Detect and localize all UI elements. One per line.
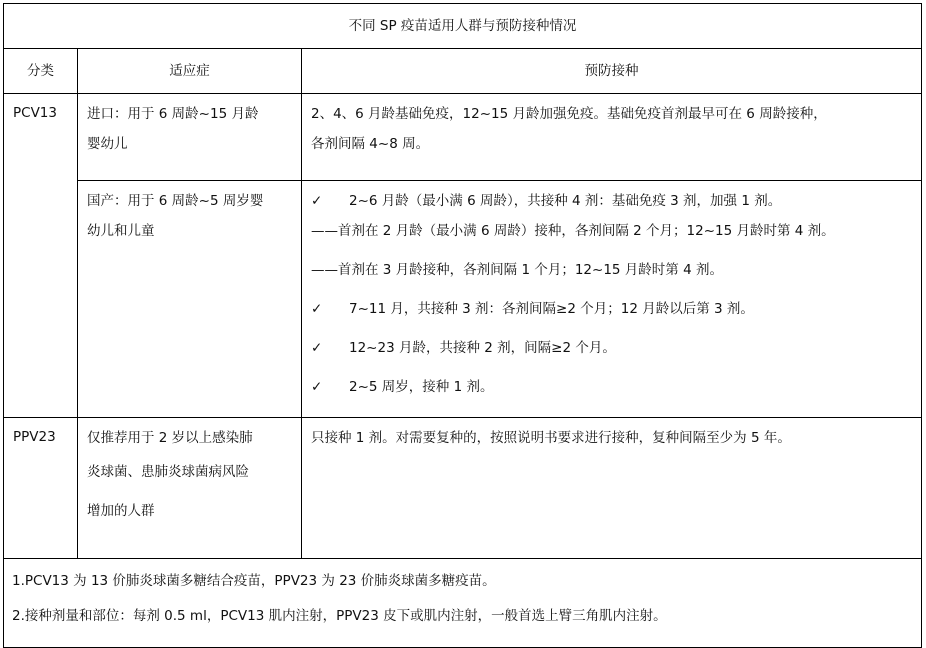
vaccine-table <box>3 3 922 648</box>
footnote: 1.PCV13 为 13 价肺炎球菌多糖结合疫苗，PPV23 为 23 价肺炎球菌多糖疫苗。 <box>12 573 496 589</box>
indication-line: 幼儿和儿童 <box>87 223 155 239</box>
header-indication: 适应症 <box>78 49 302 94</box>
category-pcv13: PCV13 <box>4 94 78 418</box>
vaccination-line: ——首剂在 2 月龄（最小满 6 周龄）接种，各剂间隔 2 个月；12~15 月龄时第 4 剂。 <box>311 223 835 239</box>
checkmark-icon: ✓ <box>311 379 323 395</box>
vaccination-line <box>311 298 921 337</box>
vaccination-line <box>311 181 921 220</box>
vaccination-line: 2、4、6 月龄基础免疫，12~15 月龄加强免疫。基础免疫首剂最早可在 6 周龄接种， <box>311 106 827 122</box>
indication-pcv13-domestic <box>78 181 302 418</box>
checkmark-icon: ✓ <box>311 193 323 209</box>
header-vaccination: 预防接种 <box>302 49 922 94</box>
category-ppv23: PPV23 <box>4 418 78 559</box>
header-category: 分类 <box>4 49 78 94</box>
vaccination-line: ——首剂在 3 月龄接种，各剂间隔 1 个月；12~15 月龄时第 4 剂。 <box>311 262 723 278</box>
checkmark-icon: ✓ <box>311 340 323 356</box>
footnote: 2.接种剂量和部位：每剂 0.5 ml，PCV13 肌内注射，PPV23 皮下或肌内注射，一般首选上臂三角肌内注射。 <box>12 608 667 624</box>
vaccination-line <box>311 376 921 415</box>
vaccination-text: 7~11 月，共接种 3 剂：各剂间隔≥2 个月；12 月龄以后第 3 剂。 <box>349 301 754 317</box>
vaccination-line: 只接种 1 剂。对需要复种的，按照说明书要求进行接种，复种间隔至少为 5 年。 <box>311 430 791 446</box>
indication-line: 国产：用于 6 周龄~5 周岁婴 <box>87 193 264 209</box>
indication-line: 炎球菌、患肺炎球菌病风险 <box>87 464 249 480</box>
indication-line: 进口：用于 6 周龄~15 月龄 <box>87 106 259 122</box>
vaccination-pcv13-imported <box>302 94 922 181</box>
table-title: 不同 SP 疫苗适用人群与预防接种情况 <box>4 4 922 49</box>
vaccination-text: 2~6 月龄（最小满 6 周龄），共接种 4 剂：基础免疫 3 剂，加强 1 剂。 <box>349 193 782 209</box>
indication-line: 仅推荐用于 2 岁以上感染肺 <box>87 430 253 446</box>
footnotes <box>4 559 922 648</box>
checkmark-icon: ✓ <box>311 301 323 317</box>
vaccination-pcv13-domestic <box>302 181 922 418</box>
indication-pcv13-imported <box>78 94 302 181</box>
vaccination-line <box>311 337 921 376</box>
vaccination-ppv23 <box>302 418 922 559</box>
indication-line: 婴幼儿 <box>87 136 128 152</box>
vaccination-text: 2~5 周岁，接种 1 剂。 <box>349 379 494 395</box>
vaccination-text: 12~23 月龄，共接种 2 剂，间隔≥2 个月。 <box>349 340 616 356</box>
indication-line: 增加的人群 <box>87 503 155 519</box>
indication-ppv23 <box>78 418 302 559</box>
vaccination-line: 各剂间隔 4~8 周。 <box>311 136 430 152</box>
